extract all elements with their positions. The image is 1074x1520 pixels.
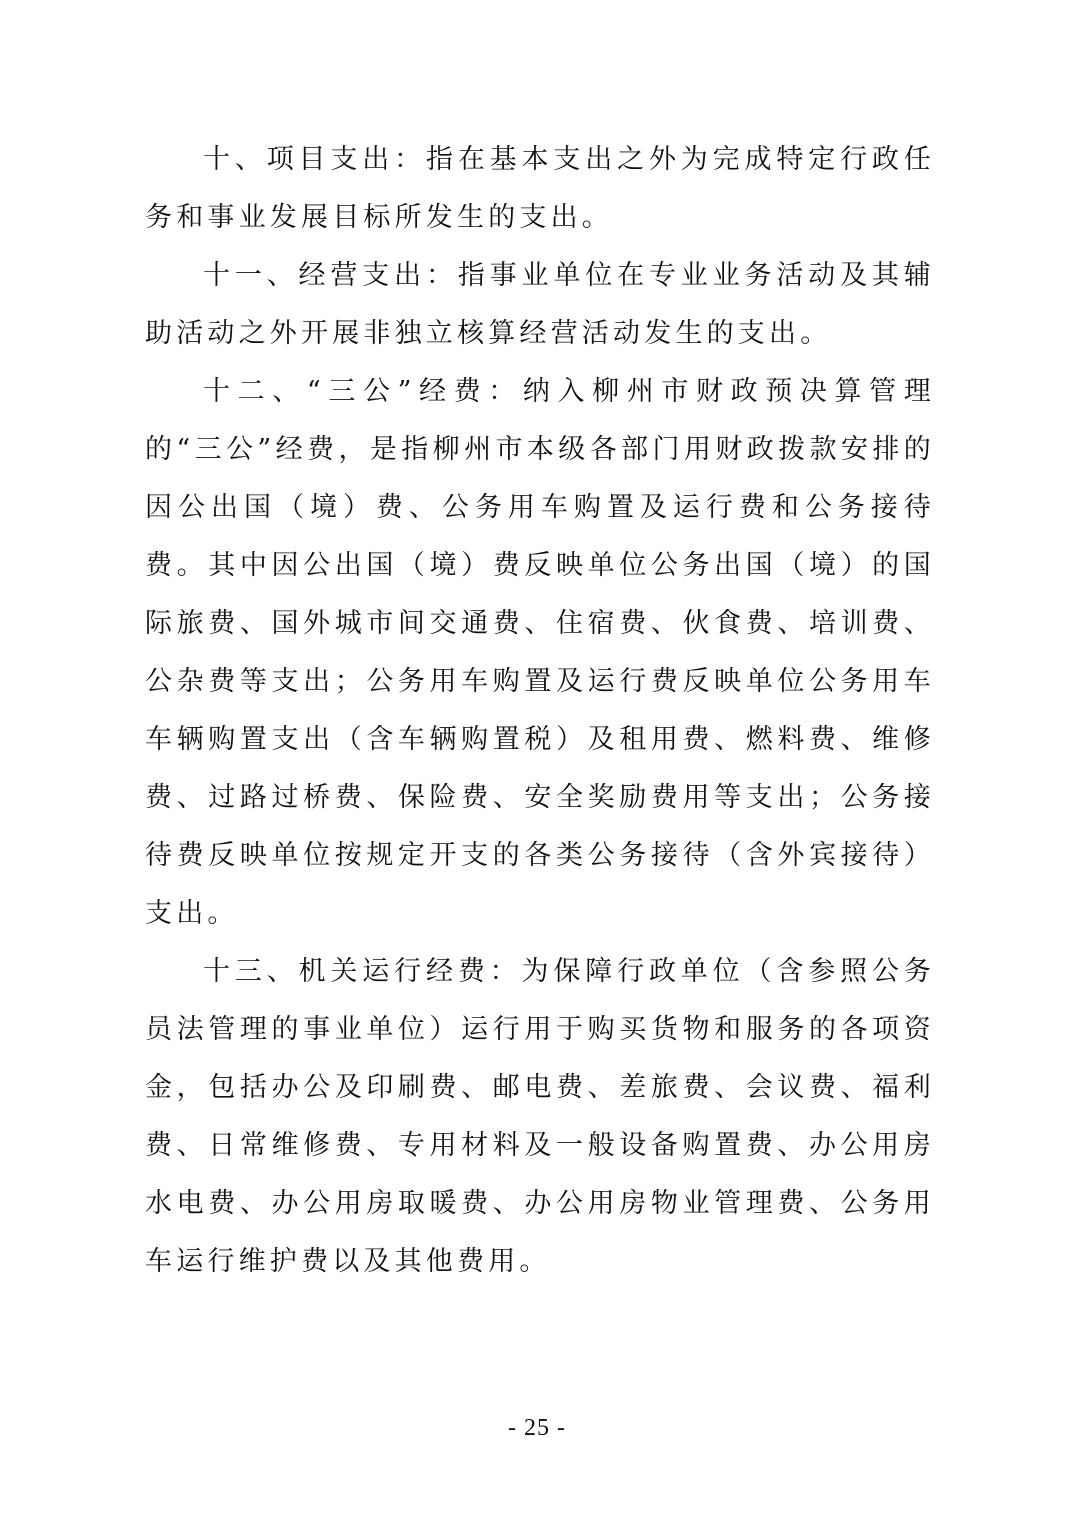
paragraph-agency-operating-expenses: 十三、机关运行经费：为保障行政单位（含参照公务员法管理的事业单位）运行用于购买货物和服务的各项资金，包括办公及印刷费、邮电费、差旅费、会议费、福利费、日常维修费、专用材料及一般设备购置费、办公用房水电费、办公用房取暖费、办公用房物业管理费、公务用车运行维护费以及其他费用。	[145, 956, 935, 1277]
paragraph-three-public-expenses: 十二、“三公”经费：纳入柳州市财政预决算管理的“三公”经费，是指柳州市本级各部门用财政拨款安排的因公出国（境）费、公务用车购置及运行费和公务接待费。其中因公出国（境）费反映单位公务出国（境）的国际旅费、国外城市间交通费、住宿费、伙食费、培训费、公杂费等支出；公务用车购置及运行费反映单位公务用车车辆购置支出（含车辆购置税）及租用费、燃料费、维修费、过路过桥费、保险费、安全奖励费用等支出；公务接待费反映单位按规定开支的各类公务接待（含外宾接待）支出。	[145, 376, 935, 929]
paragraph-operating-expenditure: 十一、经营支出：指事业单位在专业业务活动及其辅助活动之外开展非独立核算经营活动发生的支出。	[145, 260, 935, 349]
paragraph-project-expenditure: 十、项目支出：指在基本支出之外为完成特定行政任务和事业发展目标所发生的支出。	[145, 144, 935, 233]
document-body	[145, 131, 935, 1291]
page-number: - 25 -	[508, 1415, 566, 1441]
